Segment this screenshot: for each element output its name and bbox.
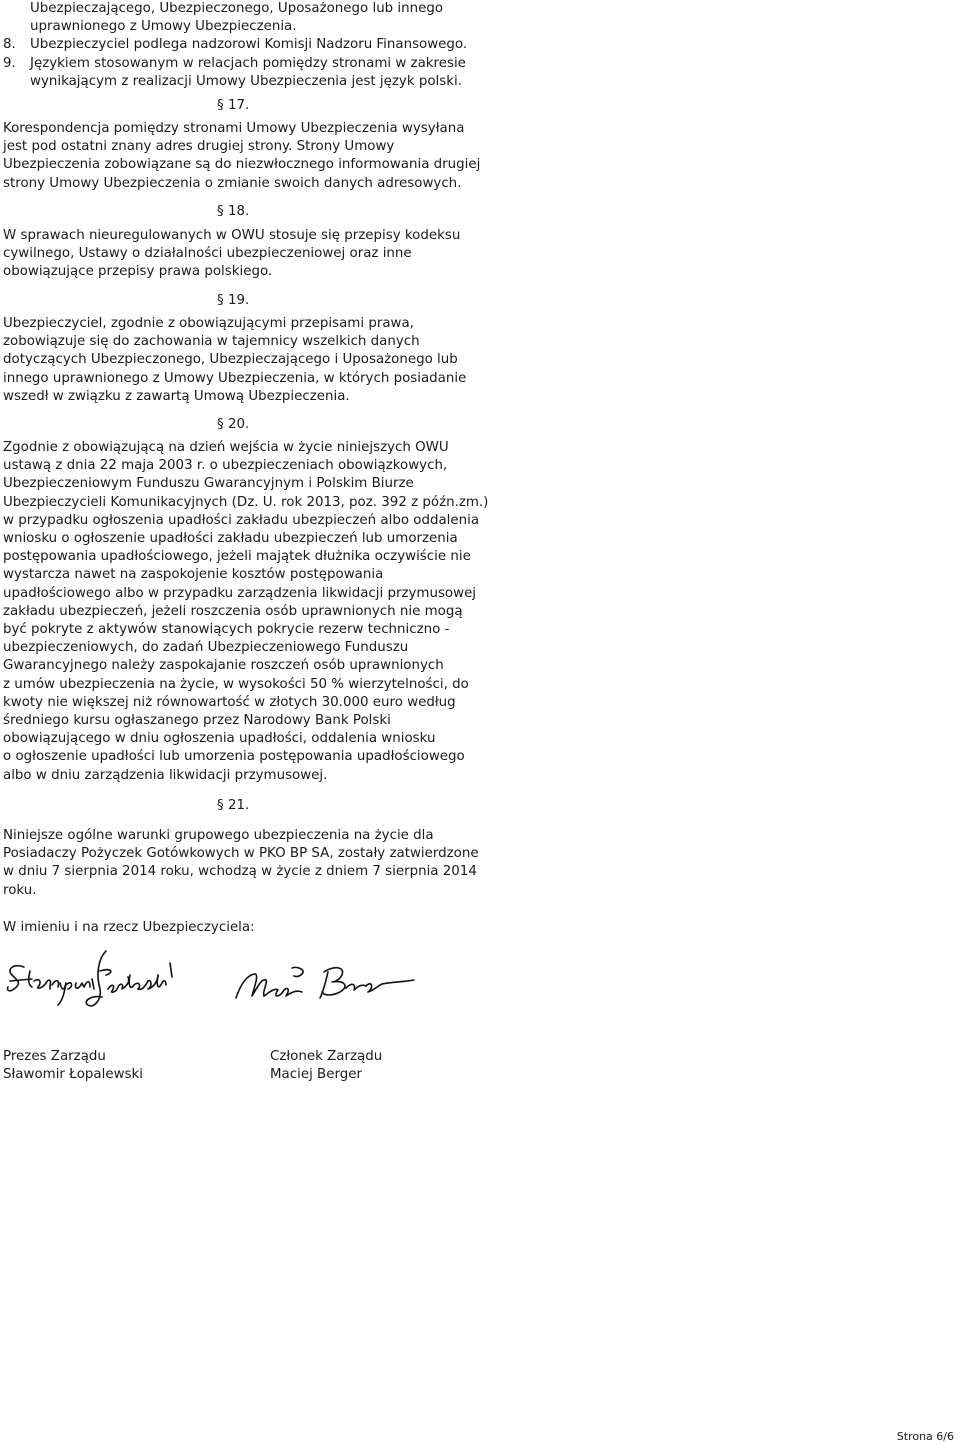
paragraph-line: wystarcza nawet na zaspokojenie kosztów postępowania <box>3 567 384 583</box>
section-body-18 <box>3 227 473 282</box>
section-heading-18 <box>217 203 297 221</box>
paragraph-line: strony Umowy Ubezpieczenia o zmianie swoich danych adresowych. <box>3 175 462 191</box>
paragraph-line: Ubezpieczyciel, zgodnie z obowiązującymi przepisami prawa, <box>3 316 414 331</box>
paragraph-line: z umów ubezpieczenia na życie, w wysokości 50 % wierzytelności, do <box>3 676 469 692</box>
paragraph-line: Ubezpieczycieli Komunikacyjnych (Dz. U. rok 2013, poz. 392 z późn.zm.) <box>3 494 489 510</box>
paragraph-line: Ubezpieczenia zobowiązane są do niezwłocznego informowania drugiej <box>3 157 481 173</box>
signature-lopalewski <box>2 945 184 1017</box>
paragraph-line: Gwarancyjnego należy zaspokajanie roszczeń osób uprawnionych <box>3 658 444 674</box>
section-body-17 <box>3 120 481 193</box>
section-body-19 <box>3 315 473 406</box>
paragraph-line: Ubezpieczeniowym Funduszu Gwarancyjnym i Polskim Biurze <box>3 476 414 492</box>
paragraph-line: Posiadaczy Pożyczek Gotówkowych w PKO BP SA, zostały zatwierdzone <box>3 846 479 862</box>
paragraph-line: obowiązujące przepisy prawa polskiego. <box>3 264 273 280</box>
list-item-7-line-2: uprawnionego z Umowy Ubezpieczenia. <box>30 19 297 35</box>
paragraph-line: obowiązującego w dniu ogłoszenia upadłości, oddalenia wniosku <box>3 731 436 747</box>
section-symbol: § <box>217 293 224 308</box>
section-symbol: § <box>217 204 224 219</box>
section-number: 17. <box>227 98 250 113</box>
paragraph-line: upadłościowego albo w przypadku zarządzenia likwidacji przymusowej <box>3 585 477 601</box>
section-body-20 <box>3 439 489 785</box>
paragraph-line: Niniejsze ogólne warunki grupowego ubezpieczenia na życie dla <box>3 828 434 843</box>
paragraph-line: w dniu 7 sierpnia 2014 roku, wchodzą w życie z dniem 7 sierpnia 2014 <box>3 864 477 880</box>
section-heading-19 <box>217 292 297 310</box>
paragraph-line: kwoty nie większej niż równowartość w złotych 30.000 euro według <box>3 694 456 710</box>
list-number: 8. <box>3 37 16 53</box>
paragraph-line: albo w dniu zarządzenia likwidacji przymusowej. <box>3 767 328 783</box>
paragraph-line: postępowania upadłościowego, jeżeli majątek dłużnika oczywiście nie <box>3 549 471 565</box>
signatory-name: Maciej Berger <box>270 1067 362 1083</box>
paragraph-line: średniego kursu ogłaszanego przez Narodowy Bank Polski <box>3 713 391 729</box>
section-symbol: § <box>217 417 224 432</box>
paragraph-line: Zgodnie z obowiązującą na dzień wejścia w życie niniejszych OWU <box>3 440 449 455</box>
signature-berger <box>232 962 418 1006</box>
list-number: 9. <box>3 55 16 71</box>
list-item-9 <box>3 55 473 73</box>
section-body-21 <box>3 827 479 900</box>
paragraph-line: w przypadku ogłoszenia upadłości zakładu ubezpieczeń albo oddalenia <box>3 512 480 528</box>
section-heading-20 <box>217 416 297 434</box>
paragraph-line: dotyczących Ubezpieczonego, Ubezpieczającego i Uposażonego lub <box>3 352 458 368</box>
paragraph-line: cywilnego, Ustawy o działalności ubezpieczeniowej oraz inne <box>3 246 412 262</box>
section-number: 19. <box>227 293 250 308</box>
list-item-text: Językiem stosowanym w relacjach pomiędzy stronami w zakresie <box>30 55 466 71</box>
paragraph-line: ustawą z dnia 22 maja 2003 r. o ubezpieczeniach obowiązkowych, <box>3 458 448 474</box>
section-number: 20. <box>227 417 250 432</box>
signatory-role: Członek Zarządu <box>270 1049 383 1064</box>
paragraph-line: W sprawach nieuregulowanych w OWU stosuje się przepisy kodeksu <box>3 228 461 243</box>
paragraph-line: wszedł w związku z zawartą Umową Ubezpieczenia. <box>3 388 350 404</box>
section-number: 21. <box>227 798 250 813</box>
section-symbol: § <box>217 98 224 113</box>
list-item-9-line-2: wynikającym z realizacji Umowy Ubezpieczenia jest język polski. <box>30 73 462 89</box>
paragraph-line: być pokryte z aktywów stanowiących pokrycie rezerw techniczno - <box>3 622 450 638</box>
paragraph-line: jest pod ostatni znany adres drugiej strony. Strony Umowy <box>3 139 395 155</box>
list-tail <box>3 0 473 91</box>
signatory-name: Sławomir Łopalewski <box>3 1067 143 1083</box>
paragraph-line: roku. <box>3 882 37 898</box>
list-item-8 <box>3 36 473 54</box>
signatory-left <box>3 1048 243 1084</box>
paragraph-line: wniosku o ogłoszenie upadłości zakładu ubezpieczeń lub umorzenia <box>3 531 458 547</box>
signatory-role: Prezes Zarządu <box>3 1049 106 1064</box>
list-item-7-line-1: Ubezpieczającego, Ubezpieczonego, Uposażonego lub innego <box>30 1 444 16</box>
paragraph-line: o ogłoszenie upadłości lub umorzenia postępowania upadłościowego <box>3 749 465 765</box>
section-symbol: § <box>217 798 224 813</box>
paragraph-line: zobowiązuje się do zachowania w tajemnicy wszelkich danych <box>3 334 420 350</box>
paragraph-line: Korespondencja pomiędzy stronami Umowy Ubezpieczenia wysyłana <box>3 121 465 136</box>
signatory-right <box>270 1048 510 1084</box>
section-heading-21 <box>217 797 297 815</box>
paragraph-line: zakładu ubezpieczeń, jeżeli roszczenia osób uprawnionych nie mogą <box>3 603 463 619</box>
list-item-text: Ubezpieczyciel podlega nadzorowi Komisji Nadzoru Finansowego. <box>30 37 468 53</box>
paragraph-line: ubezpieczeniowych, do zadań Ubezpieczeniowego Funduszu <box>3 640 409 656</box>
section-number: 18. <box>227 204 250 219</box>
on-behalf-label: W imieniu i na rzecz Ubezpieczyciela: <box>3 920 255 935</box>
section-heading-17 <box>217 97 297 115</box>
page-number: Strona 6/6 <box>896 1430 954 1443</box>
paragraph-line: innego uprawnionego z Umowy Ubezpieczenia, w których posiadanie <box>3 370 467 386</box>
